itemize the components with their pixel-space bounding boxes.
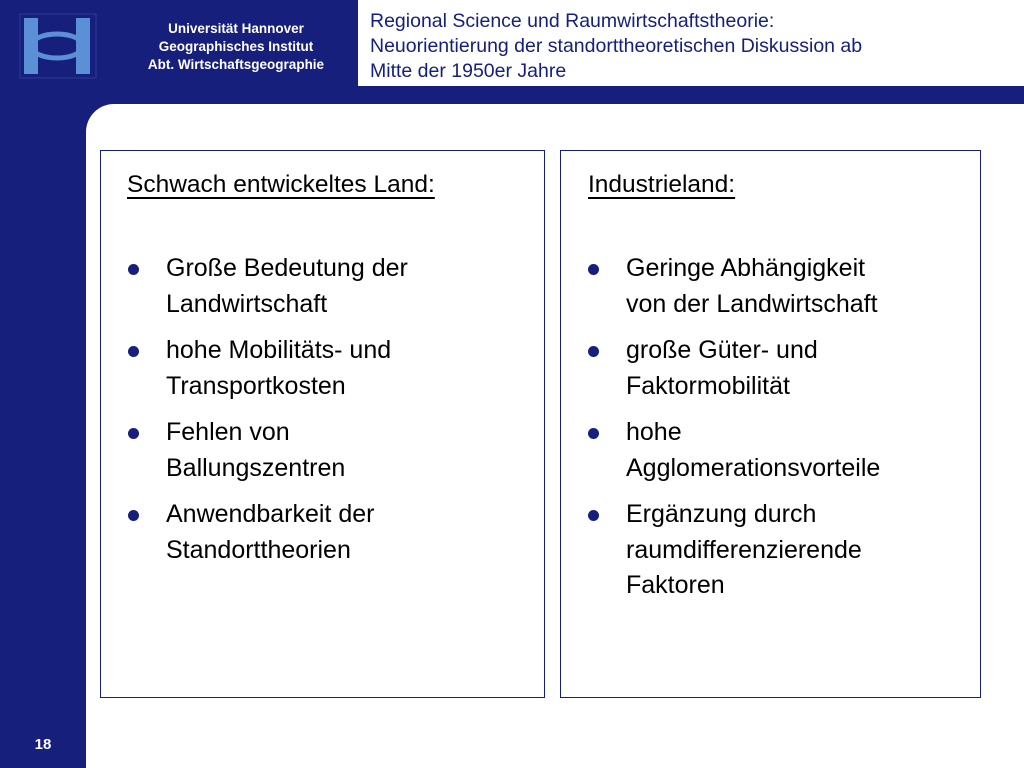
logo-box: [0, 0, 114, 86]
item-line: von der Landwirtschaft: [626, 289, 878, 318]
item-line: Landwirtschaft: [166, 289, 328, 318]
item-line: Große Bedeutung der: [166, 254, 408, 282]
slide-title: [358, 0, 1024, 86]
right-panel-heading: Industrieland:: [588, 171, 736, 198]
bullet-icon: [588, 428, 599, 439]
item-line: große Güter- und: [626, 336, 818, 364]
institution-line: Abt. Wirtschaftsgeographie: [147, 57, 325, 72]
left-panel: [100, 150, 545, 698]
header-bar: [86, 86, 1024, 104]
item-line: Faktormobilität: [626, 371, 790, 400]
item-line: Ballungszentren: [166, 453, 346, 482]
item-line: Agglomerationsvorteile: [626, 453, 881, 482]
list-item: [127, 497, 538, 568]
item-line: Transportkosten: [166, 371, 346, 400]
right-bullet-list: [587, 251, 974, 615]
bullet-icon: [128, 510, 139, 521]
item-line: Ergänzung durch: [626, 500, 817, 528]
bullet-icon: [588, 510, 599, 521]
institution-line: Universität Hannover: [168, 21, 304, 36]
item-line: Faktoren: [626, 571, 725, 599]
list-item: [587, 333, 974, 404]
title-line: Regional Science und Raumwirtschaftstheorie:: [370, 10, 775, 32]
university-logo-icon: [18, 12, 98, 80]
title-line: Mitte der 1950er Jahre: [370, 60, 567, 82]
bullet-icon: [128, 428, 139, 439]
list-item: [587, 415, 974, 486]
left-bullet-list: [127, 251, 538, 579]
bullet-icon: [128, 346, 139, 357]
item-line: raumdifferenzierende: [626, 535, 862, 564]
list-item: [127, 251, 538, 322]
item-line: Fehlen von: [166, 418, 290, 446]
item-line: Geringe Abhängigkeit: [626, 254, 866, 282]
item-line: hohe Mobilitäts- und: [166, 336, 392, 364]
list-item: [127, 415, 538, 486]
title-line: Neuorientierung der standorttheoretischen Diskussion ab: [370, 35, 863, 57]
item-line: Anwendbarkeit der: [166, 500, 375, 528]
bullet-icon: [588, 346, 599, 357]
sidebar: [0, 0, 86, 768]
list-item: [127, 333, 538, 404]
bullet-icon: [588, 264, 599, 275]
institution-line: Geographisches Institut: [158, 39, 314, 54]
item-line: Standorttheorien: [166, 535, 351, 564]
bullet-icon: [128, 264, 139, 275]
right-panel: [560, 150, 981, 698]
left-panel-heading: Schwach entwickeltes Land:: [127, 171, 435, 198]
list-item: [587, 497, 974, 604]
page-number: 18: [34, 736, 52, 753]
item-line: hohe: [626, 418, 682, 446]
institution-block: [114, 0, 358, 86]
list-item: [587, 251, 974, 322]
